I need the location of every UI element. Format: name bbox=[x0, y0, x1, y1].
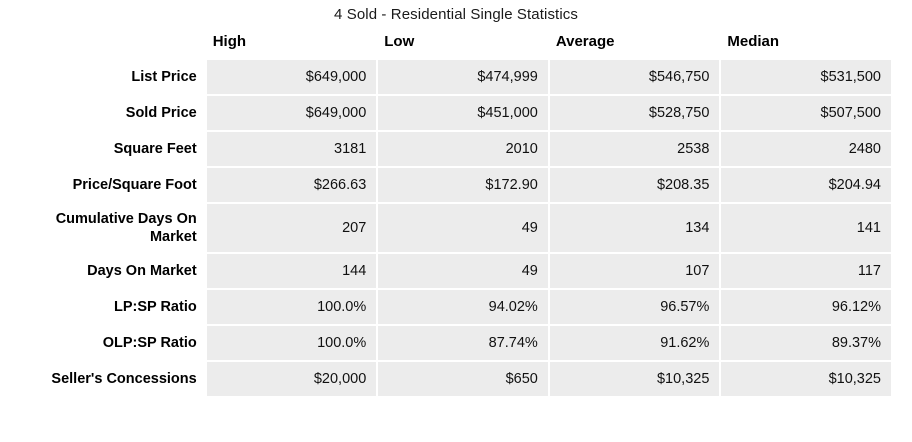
cell-cumulative-days-on-market-average: 134 bbox=[550, 204, 720, 252]
column-header-average: Average bbox=[550, 31, 720, 58]
cell-olp-sp-ratio-median: 89.37% bbox=[721, 326, 891, 360]
cell-sellers-concessions-average: $10,325 bbox=[550, 362, 720, 396]
cell-lp-sp-ratio-median: 96.12% bbox=[721, 290, 891, 324]
cell-sold-price-average: $528,750 bbox=[550, 96, 720, 130]
row-label-days-on-market: Days On Market bbox=[21, 254, 205, 288]
cell-cumulative-days-on-market-median: 141 bbox=[721, 204, 891, 252]
cell-sold-price-low: $451,000 bbox=[378, 96, 548, 130]
row-label-sold-price: Sold Price bbox=[21, 96, 205, 130]
table-row bbox=[21, 96, 891, 130]
cell-square-feet-median: 2480 bbox=[721, 132, 891, 166]
table-corner-cell bbox=[21, 31, 205, 58]
cell-olp-sp-ratio-high: 100.0% bbox=[207, 326, 377, 360]
cell-list-price-low: $474,999 bbox=[378, 60, 548, 94]
cell-olp-sp-ratio-average: 91.62% bbox=[550, 326, 720, 360]
cell-list-price-high: $649,000 bbox=[207, 60, 377, 94]
cell-lp-sp-ratio-average: 96.57% bbox=[550, 290, 720, 324]
table-row bbox=[21, 60, 891, 94]
cell-days-on-market-median: 117 bbox=[721, 254, 891, 288]
page-title: 4 Sold - Residential Single Statistics bbox=[334, 6, 578, 23]
cell-sold-price-high: $649,000 bbox=[207, 96, 377, 130]
statistics-table bbox=[19, 29, 893, 398]
cell-cumulative-days-on-market-high: 207 bbox=[207, 204, 377, 252]
cell-days-on-market-low: 49 bbox=[378, 254, 548, 288]
table-row bbox=[21, 168, 891, 202]
column-header-low: Low bbox=[378, 31, 548, 58]
cell-square-feet-high: 3181 bbox=[207, 132, 377, 166]
table-row bbox=[21, 254, 891, 288]
column-header-high: High bbox=[207, 31, 377, 58]
cell-lp-sp-ratio-high: 100.0% bbox=[207, 290, 377, 324]
cell-square-feet-average: 2538 bbox=[550, 132, 720, 166]
row-label-olp-sp-ratio: OLP:SP Ratio bbox=[21, 326, 205, 360]
cell-olp-sp-ratio-low: 87.74% bbox=[378, 326, 548, 360]
table-row bbox=[21, 326, 891, 360]
row-label-cumulative-days-on-market: Cumulative Days On Market bbox=[21, 204, 205, 252]
cell-days-on-market-high: 144 bbox=[207, 254, 377, 288]
cell-price-per-square-foot-average: $208.35 bbox=[550, 168, 720, 202]
cell-price-per-square-foot-low: $172.90 bbox=[378, 168, 548, 202]
table-row bbox=[21, 362, 891, 396]
table-row bbox=[21, 132, 891, 166]
table-header-row bbox=[21, 31, 891, 58]
table-row bbox=[21, 290, 891, 324]
cell-square-feet-low: 2010 bbox=[378, 132, 548, 166]
cell-price-per-square-foot-median: $204.94 bbox=[721, 168, 891, 202]
cell-days-on-market-average: 107 bbox=[550, 254, 720, 288]
cell-sellers-concessions-high: $20,000 bbox=[207, 362, 377, 396]
column-header-median: Median bbox=[721, 31, 891, 58]
cell-list-price-average: $546,750 bbox=[550, 60, 720, 94]
cell-lp-sp-ratio-low: 94.02% bbox=[378, 290, 548, 324]
table-row bbox=[21, 204, 891, 252]
row-label-lp-sp-ratio: LP:SP Ratio bbox=[21, 290, 205, 324]
cell-price-per-square-foot-high: $266.63 bbox=[207, 168, 377, 202]
cell-cumulative-days-on-market-low: 49 bbox=[378, 204, 548, 252]
cell-sellers-concessions-median: $10,325 bbox=[721, 362, 891, 396]
row-label-sellers-concessions: Seller's Concessions bbox=[21, 362, 205, 396]
cell-sellers-concessions-low: $650 bbox=[378, 362, 548, 396]
cell-sold-price-median: $507,500 bbox=[721, 96, 891, 130]
row-label-square-feet: Square Feet bbox=[21, 132, 205, 166]
row-label-list-price: List Price bbox=[21, 60, 205, 94]
cell-list-price-median: $531,500 bbox=[721, 60, 891, 94]
row-label-price-per-square-foot: Price/Square Foot bbox=[21, 168, 205, 202]
